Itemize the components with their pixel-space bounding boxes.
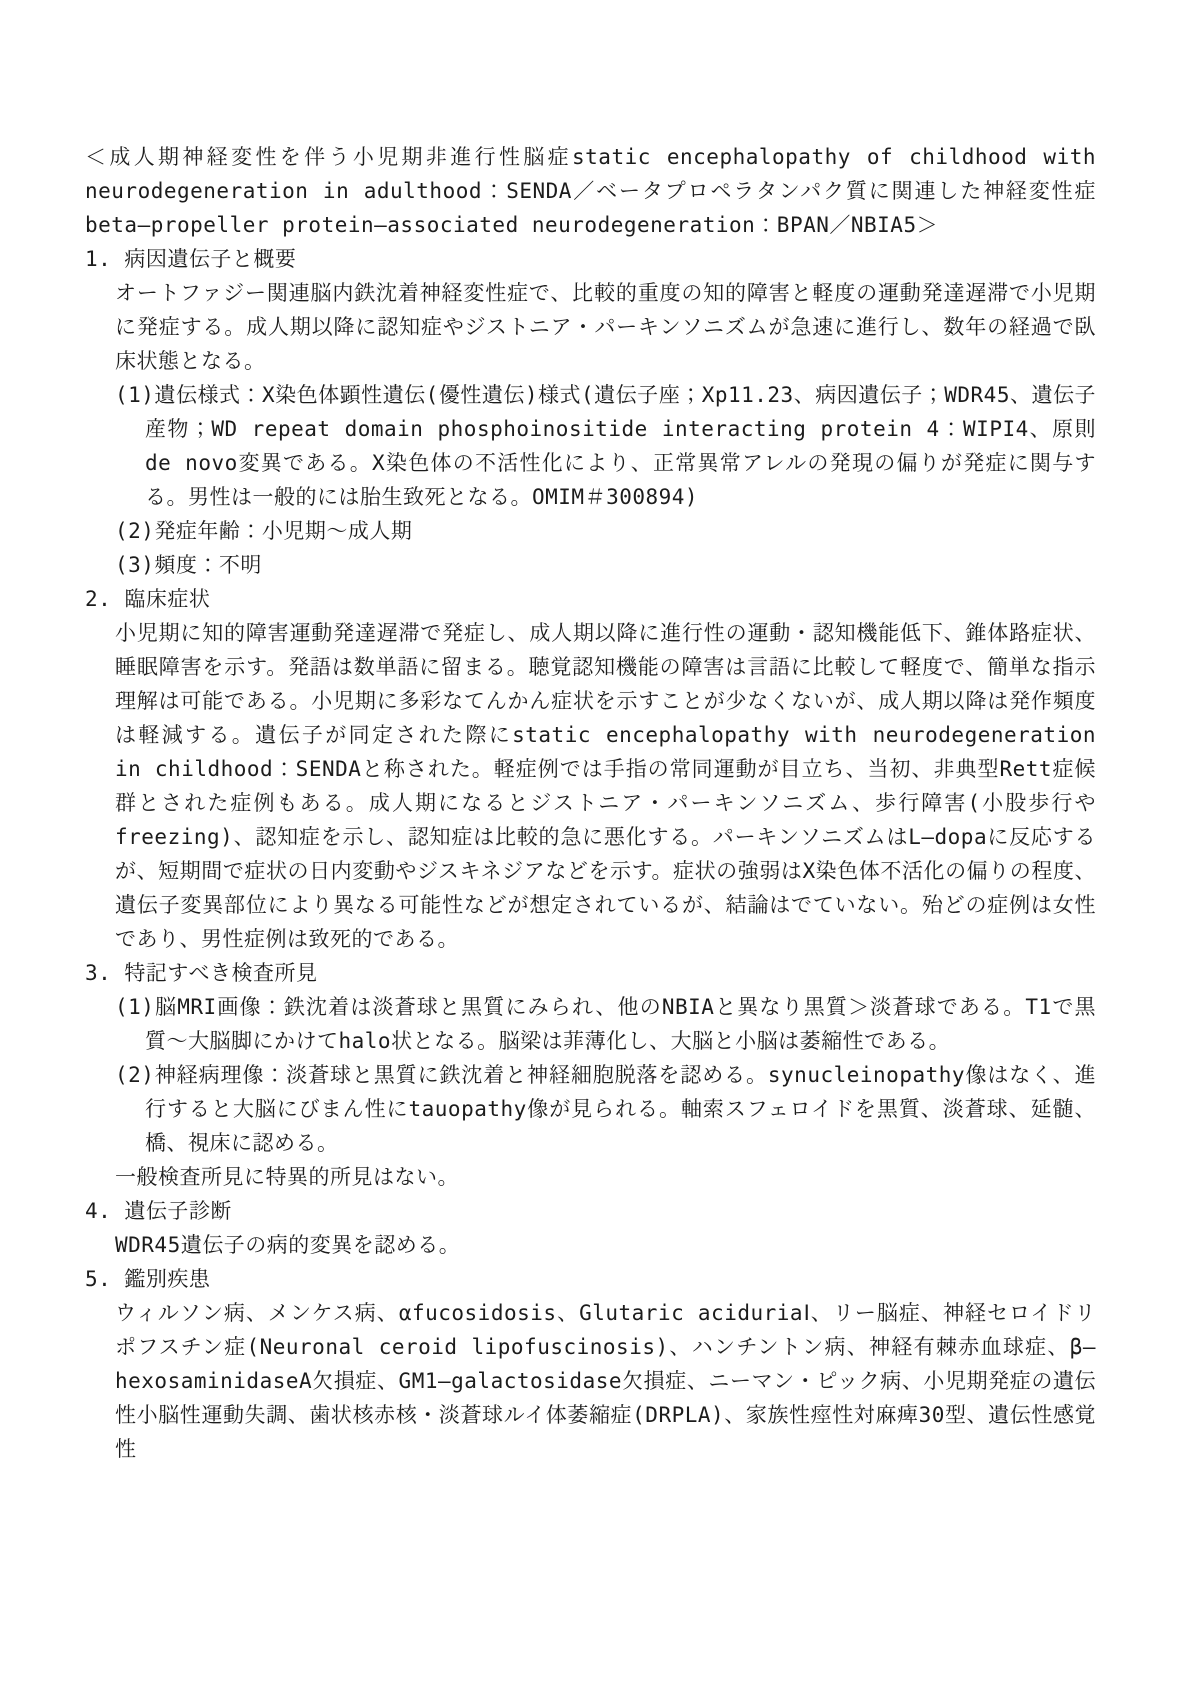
section-4-body: WDR45遺伝子の病的変異を認める。: [115, 1233, 461, 1257]
section-3-item-1: (1)脳MRI画像：鉄沈着は淡蒼球と黒質にみられ、他のNBIAと異なり黒質＞淡蒼球である。T1で黒質〜大脳脚にかけてhalo状となる。脳梁は菲薄化し、大脳と小脳は萎縮性である。: [115, 995, 1096, 1053]
section-2-heading: 2. 臨床症状: [85, 587, 211, 611]
section-4-heading: 4. 遺伝子診断: [85, 1199, 232, 1223]
section-1-body: オートファジー関連脳内鉄沈着神経変性症で、比較的重度の知的障害と軽度の運動発達遅滞で小児期に発症する。成人期以降に認知症やジストニア・パーキンソニズムが急速に進行し、数年の経過で臥床状態となる。: [115, 281, 1096, 373]
section-1-item-3: (3)頻度：不明: [115, 553, 262, 577]
section-5-heading: 5. 鑑別疾患: [85, 1267, 211, 1291]
section-3-note: 一般検査所見に特異的所見はない。: [115, 1165, 459, 1189]
section-2-body: 小児期に知的障害運動発達遅滞で発症し、成人期以降に進行性の運動・認知機能低下、錐体路症状、睡眠障害を示す。発語は数単語に留まる。聴覚認知機能の障害は言語に比較して軽度で、簡単な指示理解は可能である。小児期に多彩なてんかん症状を示すことが少なくないが、成人期以降は発作頻度は軽減する。遺伝子が同定された際にstatic encephalopathy with neurodegeneration in childhood：SENDAと称された。軽症例では手指の常同運動が目立ち、当初、非典型Rett症候群とされた症例もある。成人期になるとジストニア・パーキンソニズム、歩行障害(小股歩行やfreezing)、認知症を示し、認知症は比較的急に悪化する。パーキンソニズムはL—dopaに反応するが、短期間で症状の日内変動やジスキネジアなどを示す。症状の強弱はX染色体不活化の偏りの程度、遺伝子変異部位により異なる可能性などが想定されているが、結論はでていない。殆どの症例は女性であり、男性症例は致死的である。: [115, 621, 1096, 951]
section-1-item-2: (2)発症年齢：小児期〜成人期: [115, 519, 413, 543]
section-5-body: ウィルソン病、メンケス病、αfucosidosis、Glutaric aciduriaⅠ、リー脳症、神経セロイドリポフスチン症(Neuronal ceroid lipofuscinosis)、ハンチントン病、神経有棘赤血球症、β—hexosaminidaseA欠損症、GM1—galactosidase欠損症、ニーマン・ピック病、小児期発症の遺伝性小脳性運動失調、歯状核赤核・淡蒼球ルイ体萎縮症(DRPLA)、家族性痙性対麻痺30型、遺伝性感覚性: [115, 1301, 1096, 1461]
section-3-heading: 3. 特記すべき検査所見: [85, 961, 318, 985]
section-1-heading: 1. 病因遺伝子と概要: [85, 247, 297, 271]
section-3-item-2: (2)神経病理像：淡蒼球と黒質に鉄沈着と神経細胞脱落を認める。synucleinopathy像はなく、進行すると大脳にびまん性にtauopathy像が見られる。軸索スフェロイドを黒質、淡蒼球、延髄、橋、視床に認める。: [115, 1063, 1096, 1155]
section-1-item-1: (1)遺伝様式：X染色体顕性遺伝(優性遺伝)様式(遺伝子座；Xp11.23、病因遺伝子；WDR45、遺伝子産物；WD repeat domain phosphoinositide interacting protein 4：WIPI4、原則de novo変異である。X染色体の不活性化により、正常異常アレルの発現の偏りが発症に関与する。男性は一般的には胎生致死となる。OMIM＃300894): [115, 383, 1096, 509]
document-title: ＜成人期神経変性を伴う小児期非進行性脳症static encephalopathy of childhood with neurodegeneration in adulthood：SENDA／ベータプロペラタンパク質に関連した神経変性症beta—propeller protein—associated neurodegeneration：BPAN／NBIA5＞: [85, 145, 1096, 237]
